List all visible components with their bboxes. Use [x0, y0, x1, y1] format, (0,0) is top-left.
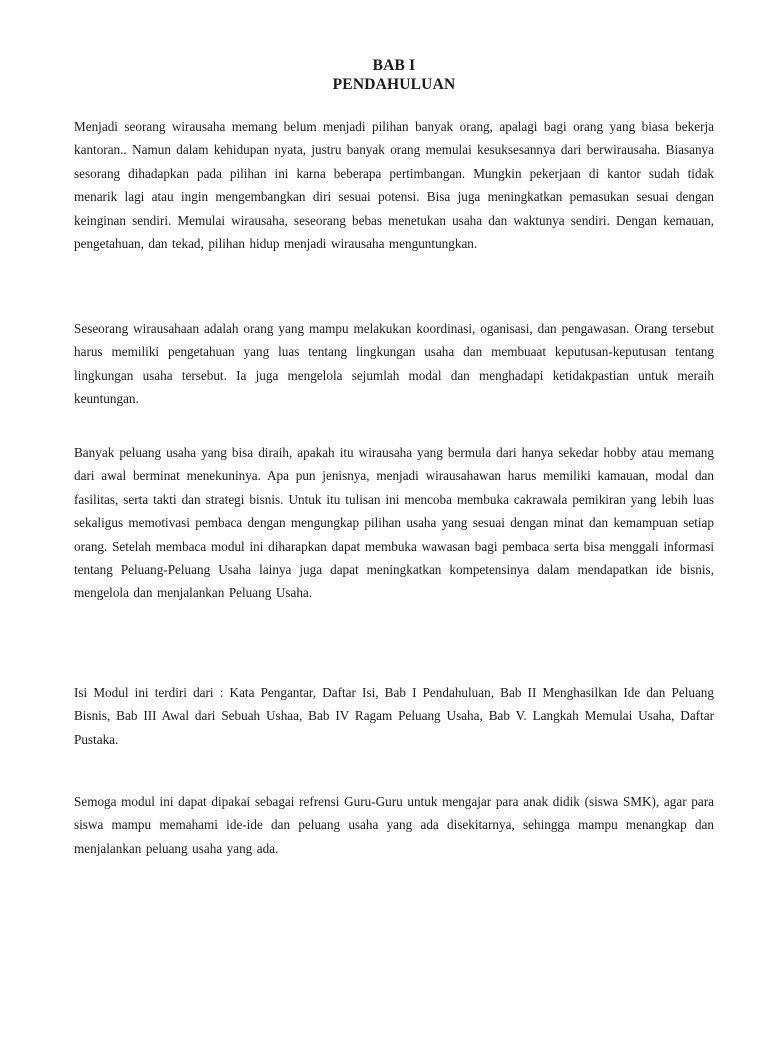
chapter-title: PENDAHULUAN: [332, 76, 456, 93]
paragraph-definition: Seseorang wirausahaan adalah orang yang mampu melakukan koordinasi, oganisasi, dan pengawasan. Orang tersebut harus memiliki pengetahuan yang luas tentang lingkungan usaha dan membuaat keputusan-keputusan tentang lingkungan usaha tersebut. Ia juga mengelola sejumlah modal dan menghadapi ketidakpastian untuk meraih keuntungan.: [74, 321, 714, 407]
paragraph-opportunities: Banyak peluang usaha yang bisa diraih, apakah itu wirausaha yang bermula dari hanya sekedar hobby atau memang dari awal berminat menekuninya. Apa pun jenisnya, menjadi wirausahawan harus memiliki kamauan, modal dan fasilitas, serta takti dan strategi bisnis. Untuk itu tulisan ini mencoba membuka cakrawala pemikiran yang lebih luas sekaligus memotivasi pembaca dengan mengungkap pilihan usaha yang sesuai dengan minat dan kemampuan setiap orang. Setelah membaca modul ini diharapkan dapat membuka wawasan bagi pembaca serta bisa menggali informasi tentang Peluang-Peluang Usaha lainya juga dapat meningkatkan kompetensinya dalam mendapatkan ide bisnis, mengelola dan menjalankan Peluang Usaha.: [74, 445, 714, 601]
chapter-heading: BAB I: [372, 57, 416, 74]
paragraph-closing: Semoga modul ini dapat dipakai sebagai refrensi Guru-Guru untuk mengajar para anak didik (siswa SMK), agar para siswa mampu memahami ide-ide dan peluang usaha yang ada disekitarnya, sehingga mampu menangkap dan menjalankan peluang usaha yang ada.: [74, 794, 714, 856]
paragraph-intro: Menjadi seorang wirausaha memang belum menjadi pilihan banyak orang, apalagi bagi orang yang biasa bekerja kantoran.. Namun dalam kehidupan nyata, justru banyak orang memulai kesuksesannya dari berwirausaha. Biasanya sesorang dihadapkan pada pilihan ini karna beberapa pertimbangan. Mungkin pekerjaan di kantor sudah tidak menarik lagi atau ingin mengembangkan diri sesuai potensi. Bisa juga meningkatkan pemasukan sesuai dengan keinginan sendiri. Memulai wirausaha, seseorang bebas menetukan usaha dan waktunya sendiri. Dengan kemauan, pengetahuan, dan tekad, pilihan hidup menjadi wirausaha menguntungkan.: [74, 119, 714, 252]
paragraph-contents: Isi Modul ini terdiri dari : Kata Pengantar, Daftar Isi, Bab I Pendahuluan, Bab II Menghasilkan Ide dan Peluang Bisnis, Bab III Awal dari Sebuah Ushaa, Bab IV Ragam Peluang Usaha, Bab V. Langkah Memulai Usaha, Daftar Pustaka.: [74, 685, 714, 747]
